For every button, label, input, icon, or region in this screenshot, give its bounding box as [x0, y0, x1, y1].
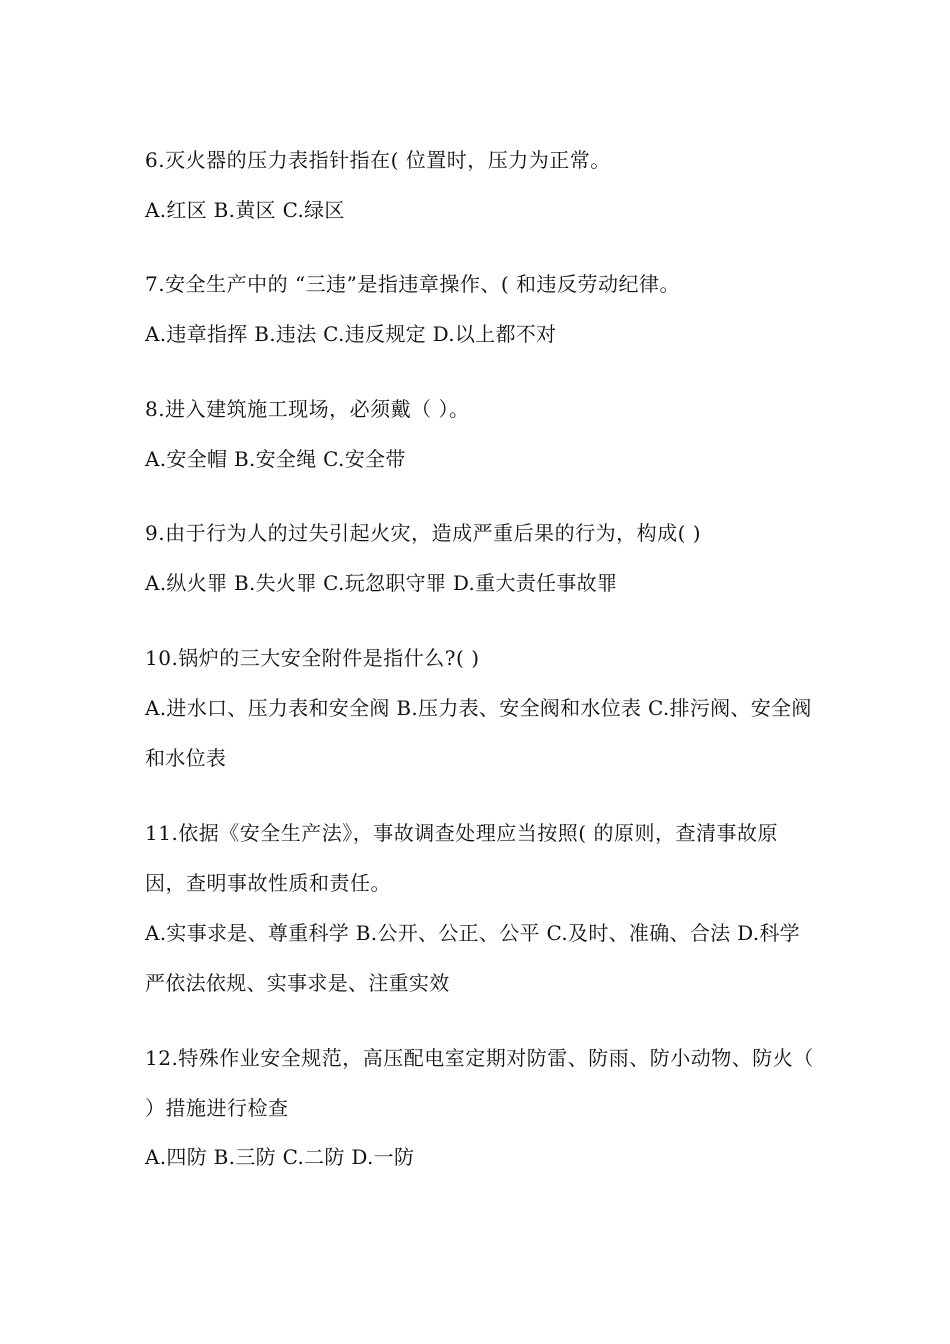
question-12-stem: 12.特殊作业安全规范，高压配电室定期对防雷、防雨、防小动物、防火（ ）措施进行检查 [145, 1046, 814, 1120]
question-11-stem: 11.依据《安全生产法》，事故调查处理应当按照( 的原则，查清事故原因，查明事故性质和责任。 [145, 821, 778, 895]
question-6-options: A.红区 B.黄区 C.绿区 [145, 198, 345, 222]
question-10-stem: 10.锅炉的三大安全附件是指什么?( ) [145, 646, 480, 670]
question-7-stem: 7.安全生产中的 “三违”是指违章操作、( 和违反劳动纪律。 [145, 272, 681, 296]
question-9-options: A.纵火罪 B.失火罪 C.玩忽职守罪 D.重大责任事故罪 [145, 571, 618, 595]
question-8-stem: 8.进入建筑施工现场，必须戴（ ）。 [145, 397, 470, 421]
question-9-stem: 9.由于行为人的过失引起火灾，造成严重后果的行为，构成( ) [145, 521, 702, 545]
question-10-options: A.进水口、压力表和安全阀 B.压力表、安全阀和水位表 C.排污阀、安全阀和水位表 [145, 696, 812, 770]
question-8-options: A.安全帽 B.安全绳 C.安全带 [145, 447, 406, 471]
question-6-stem: 6.灭火器的压力表指针指在( 位置时，压力为正常。 [145, 148, 611, 172]
question-12-options: A.四防 B.三防 C.二防 D.一防 [145, 1145, 415, 1169]
question-11-options: A.实事求是、尊重科学 B.公开、公正、公平 C.及时、准确、合法 D.科学严依法依规、实事求是、注重实效 [145, 921, 800, 995]
question-7-options: A.违章指挥 B.违法 C.违反规定 D.以上都不对 [145, 322, 557, 346]
